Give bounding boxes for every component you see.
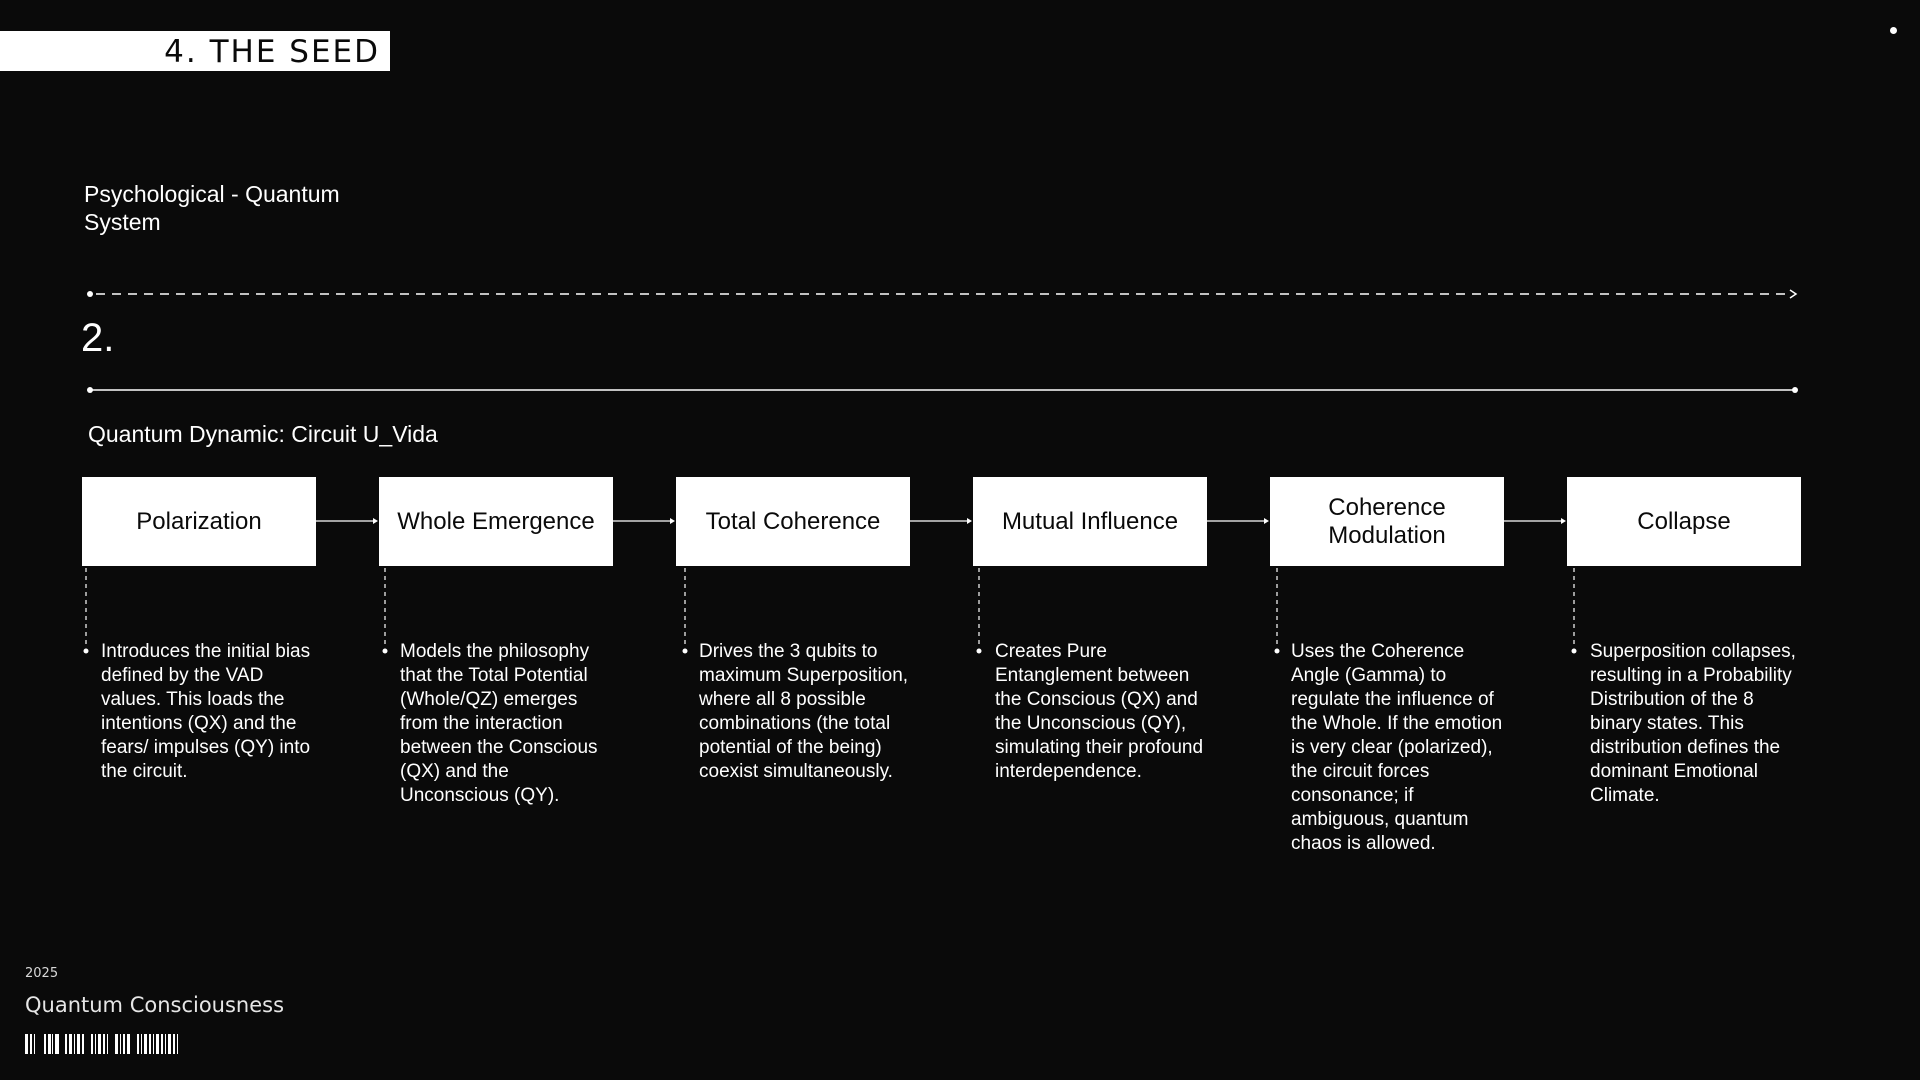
circuit-title: Quantum Dynamic: Circuit U_Vida xyxy=(88,421,438,447)
stage-box-whole-emergence[interactable]: Whole Emergence xyxy=(379,477,613,566)
stage-box-collapse[interactable]: Collapse xyxy=(1567,477,1801,566)
stage-box-polarization[interactable]: Polarization xyxy=(82,477,316,566)
solid-rule-end-dot xyxy=(1792,387,1798,393)
footer-year: 2025 xyxy=(25,966,59,981)
stage-description-polarization: Introduces the initial bias defined by the VAD values. This loads the intentions (QX) and the fears/ impulses (QY) into the circuit. xyxy=(101,641,311,782)
barcode-icon xyxy=(25,1034,185,1054)
dashed-rule-arrow-icon xyxy=(1790,290,1796,298)
stage-box-coherence-modulation[interactable]: Coherence Modulation xyxy=(1270,477,1504,566)
subtitle: Psychological - Quantum System xyxy=(84,181,340,235)
stage-description-mutual-influence: Creates Pure Entanglement between the Conscious (QX) and the Unconscious (QY), simulating their profound interdependence. xyxy=(995,641,1204,782)
stage-description-whole-emergence: Models the philosophy that the Total Potential (Whole/QZ) emerges from the interaction between the Conscious (QX) and the Unconscious (QY). xyxy=(400,641,598,806)
stage-description-collapse: Superposition collapses, resulting in a Probability Distribution of the 8 binary states. This distribution defines the dominant Emotional Climate. xyxy=(1590,641,1796,806)
dashed-rule-start-dot xyxy=(87,291,93,297)
stage-box-total-coherence[interactable]: Total Coherence xyxy=(676,477,910,566)
stage-description-coherence-modulation: Uses the Coherence Angle (Gamma) to regulate the influence of the Whole. If the emotion is very clear (polarized), the circuit forces consonance; if ambiguous, quantum chaos is allowed. xyxy=(1291,641,1503,854)
stage-box-mutual-influence[interactable]: Mutual Influence xyxy=(973,477,1207,566)
section-label: 4. THE SEED xyxy=(0,31,390,71)
stage-description-total-coherence: Drives the 3 qubits to maximum Superposition, where all 8 possible combinations (the total potential of the being) coexist simultaneously. xyxy=(699,641,909,782)
step-number: 2. xyxy=(81,316,115,360)
footer-brand: Quantum Consciousness xyxy=(25,993,285,1017)
